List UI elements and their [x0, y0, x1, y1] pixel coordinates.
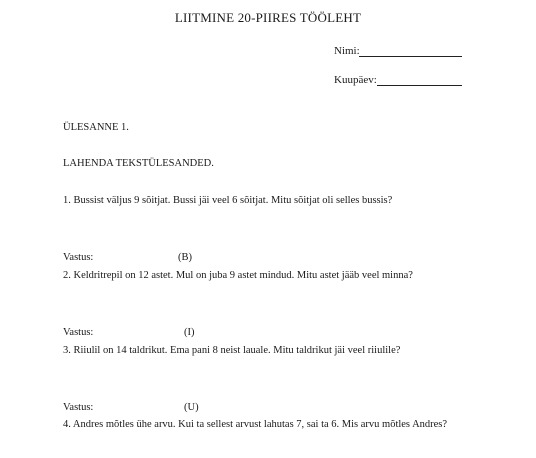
- problem-3-text: 3. Riiulil on 14 taldrikut. Ema pani 8 neist lauale. Mitu taldrikut jäi veel riiulile?: [63, 345, 401, 356]
- answer-3-letter: (U): [184, 402, 199, 413]
- answer-2-label: Vastus:: [63, 327, 94, 338]
- answer-3-label: Vastus:: [63, 402, 94, 413]
- problem-4-text: 4. Andres mõtles ühe arvu. Kui ta sellest arvust lahutas 7, sai ta 6. Mis arvu mõtles Andres?: [63, 419, 448, 430]
- answer-2-letter: (I): [184, 327, 195, 338]
- name-field-line[interactable]: [359, 56, 462, 57]
- instruction-text: LAHENDA TEKSTÜLESANDED.: [63, 158, 214, 169]
- problem-2-text: 2. Keldritrepil on 12 astet. Mul on juba 9 astet mindud. Mitu astet jääb veel minna?: [63, 270, 413, 281]
- date-label: Kuupäev:: [334, 74, 377, 86]
- answer-1-label: Vastus:: [63, 252, 94, 263]
- answer-1-letter: (B): [178, 252, 192, 263]
- problem-1-text: 1. Bussist väljus 9 sõitjat. Bussi jäi veel 6 sõitjat. Mitu sõitjat oli selles bussis?: [63, 195, 393, 206]
- date-field-line[interactable]: [377, 85, 462, 86]
- worksheet-title: LIITMINE 20-PIIRES TÖÖLEHT: [174, 10, 362, 25]
- section-heading: ÜLESANNE 1.: [63, 122, 129, 133]
- name-label: Nimi:: [334, 45, 360, 57]
